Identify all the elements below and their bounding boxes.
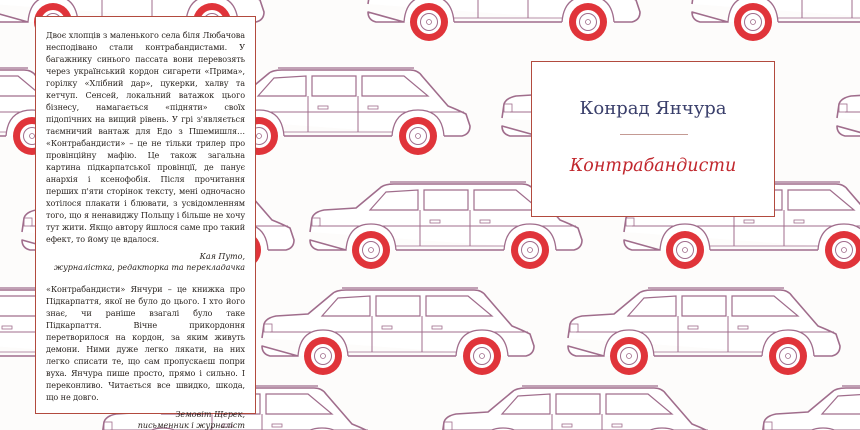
front-cover-title-panel <box>531 61 775 217</box>
review-2-attribution <box>46 409 245 430</box>
review-2-author: Земовіт Щерек, <box>175 410 245 419</box>
review-1-text: Двоє хлопців з маленького села біля Любачова несподівано стали контрабандистами. У багажнику синього пассата вони перевозять через український кордон сигарети «Прима», горілку «Хлібний дар», цукерки, халву та кетчуп. Сенсей, локальний ватажок цього бізнесу, намагається «підняти» своїх підопічних на вищий рівень. У грі з'являється таємничий вантаж для Едо з Пшемишля… «Контрабандисти» – це не тільки трилер про провінційну мафію. Це також загальна картина підкарпатської провінції, де панує анархія і ксенофобія. Після прочитання перших п'яти сторінок тексту, мені одночасно хотілося плакати і блювати, з усвідомленням того, що я ненавиджу Польщу і більше не хочу тут жити. Якщо автору йшлося саме про такий ефект, то йому це вдалося. <box>46 30 245 244</box>
author-name: Конрад Янчура <box>579 98 727 119</box>
back-cover-text-panel <box>35 16 256 430</box>
title-divider <box>620 134 688 135</box>
review-1-role: журналістка, редакторка та перекладачка <box>54 263 245 272</box>
review-2-role: письменник і журналіст <box>137 421 245 430</box>
review-1-author: Кая Путо, <box>199 252 245 261</box>
book-title: Контрабандисти <box>569 156 737 176</box>
review-1-attribution <box>46 251 245 273</box>
review-2-text: «Контрабандисти» Янчури – це книжка про Підкарпаття, якої не було до цього. І хто його знає, чи раніше взагалі було таке Підкарпаття. Вічне прикордоння перетворилося на кордон, за яким живуть демони. Ними дуже легко лякати, на них легко списати те, що сам пропускаєш попри вуха. Янчура пише просто, прямо і сильно. І переконливо. Читається все швидко, шкода, що не довго. <box>46 284 245 402</box>
